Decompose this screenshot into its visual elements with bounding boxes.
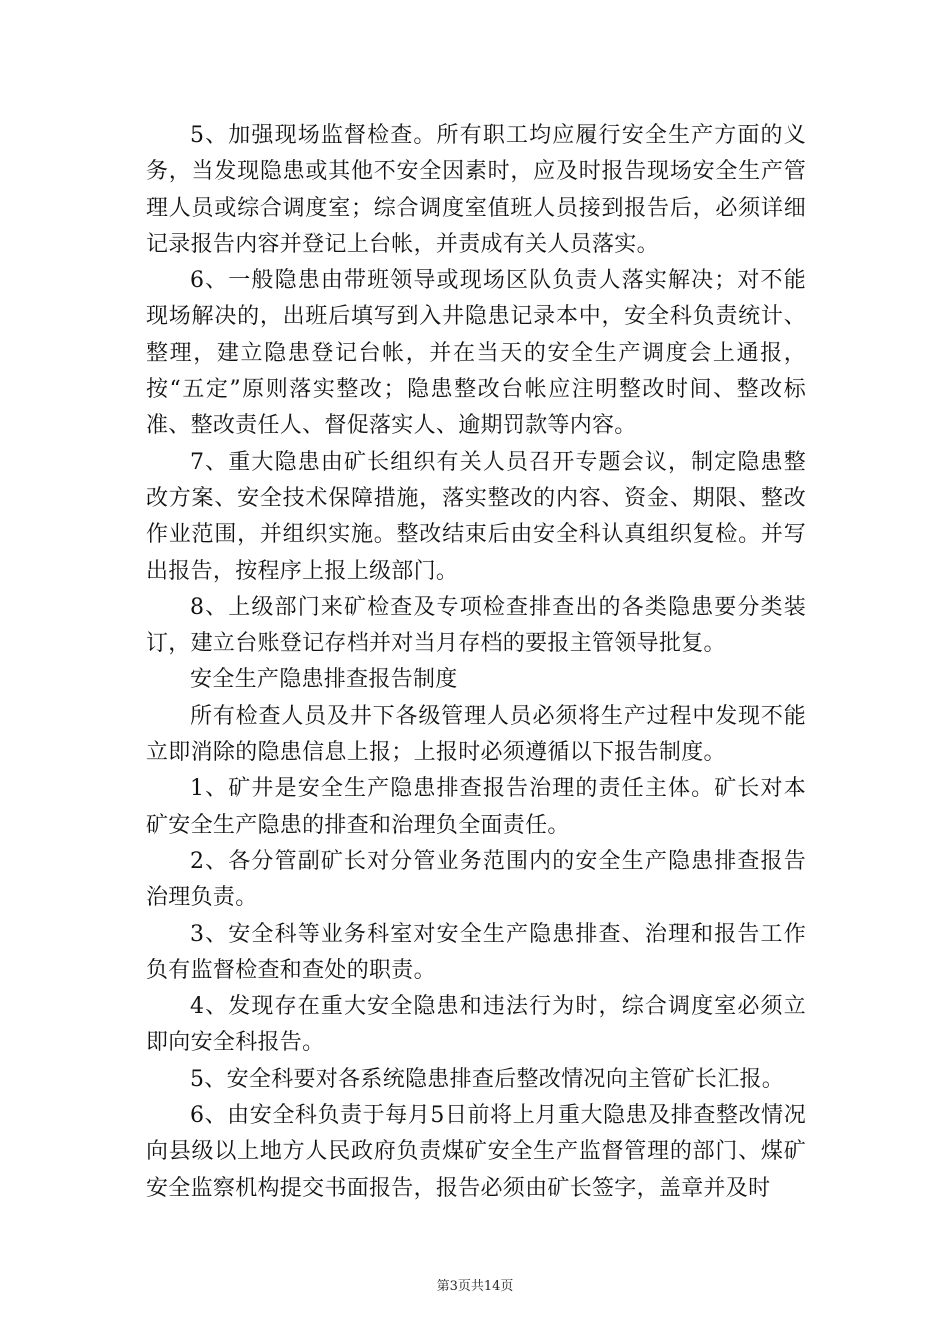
report-rule-2: 2、各分管副矿长对分管业务范围内的安全生产隐患排查报告治理负责。	[146, 848, 806, 911]
paragraph-item-7-major-hazards: 7、重大隐患由矿长组织有关人员召开专题会议，制定隐患整改方案、安全技术保障措施，落实整改的内容、资金、期限、整改作业范围，并组织实施。整改结束后由安全科认真组织复检。并写出报告，按程序上报上级部门。	[146, 449, 806, 584]
report-rule-6: 6、由安全科负责于每月5日前将上月重大隐患及排查整改情况向县级以上地方人民政府负责煤矿安全生产监督管理的部门、煤矿安全监察机构提交书面报告，报告必须由矿长签字，盖章并及时	[146, 1103, 806, 1201]
report-rule-5: 5、安全科要对各系统隐患排查后整改情况向主管矿长汇报。	[190, 1066, 785, 1092]
section-intro-paragraph: 所有检查人员及井下各级管理人员必须将生产过程中发现不能立即消除的隐患信息上报；上报时必须遵循以下报告制度。	[146, 703, 806, 766]
document-body	[146, 118, 806, 1207]
section-heading: 安全生产隐患排查报告制度	[190, 667, 458, 693]
report-rule-4: 4、发现存在重大安全隐患和违法行为时，综合调度室必须立即向安全科报告。	[146, 994, 806, 1056]
paragraph-item-6-general-hazards: 6、一般隐患由带班领导或现场区队负责人落实解决；对不能现场解决的，出班后填写到入井隐患记录本中，安全科负责统计、整理，建立隐患登记台帐，并在当天的安全生产调度会上通报，按“五定”原则落实整改；隐患整改台帐应注明整改时间、整改标准、整改责任人、督促落实人、逾期罚款等内容。	[146, 268, 806, 439]
report-rule-1: 1、矿井是安全生产隐患排查报告治理的责任主体。矿长对本矿安全生产隐患的排查和治理负全面责任。	[146, 776, 806, 838]
paragraph-item-8-superior-inspection: 8、上级部门来矿检查及专项检查排查出的各类隐患要分类装订，建立台账登记存档并对当月存档的要报主管领导批复。	[146, 594, 806, 657]
page-footer	[0, 1278, 950, 1296]
paragraph-item-5-inspection: 5、加强现场监督检查。所有职工均应履行安全生产方面的义务，当发现隐患或其他不安全因素时，应及时报告现场安全生产管理人员或综合调度室；综合调度室值班人员接到报告后，必须详细记录报告内容并登记上台帐，并责成有关人员落实。	[146, 123, 806, 257]
report-rule-3: 3、安全科等业务科室对安全生产隐患排查、治理和报告工作负有监督检查和查处的职责。	[146, 921, 806, 983]
page-number: 第3页共14页	[436, 1279, 514, 1294]
